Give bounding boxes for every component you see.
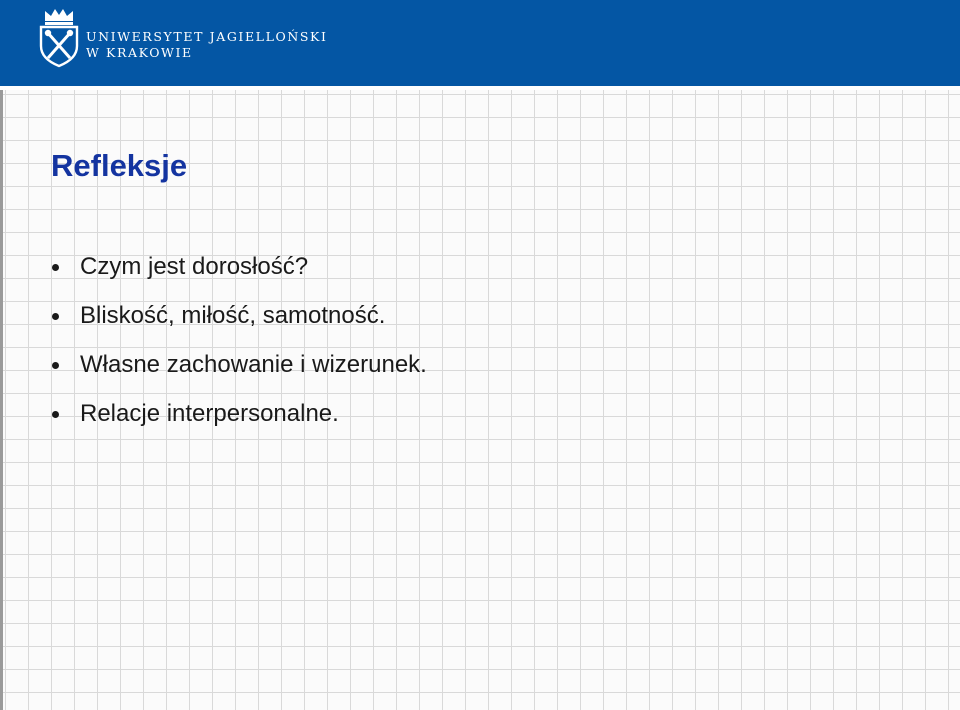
bullet-dot-icon	[52, 411, 59, 418]
bullet-item	[50, 298, 427, 347]
bullet-text: Bliskość, miłość, samotność.	[80, 302, 386, 329]
bullet-dot-icon	[52, 313, 59, 320]
bullet-dot-icon	[52, 362, 59, 369]
header-bar	[0, 0, 960, 86]
bullet-text: Czym jest dorosłość?	[80, 253, 309, 280]
bullet-dot-icon	[52, 264, 59, 271]
university-name-line2: W KRAKOWIE	[86, 45, 193, 60]
bullet-list	[50, 249, 427, 445]
bullet-item	[50, 249, 427, 298]
grid-paper-edge	[0, 90, 3, 710]
slide-title: Refleksje	[51, 148, 188, 183]
jagiellonian-crest-icon	[36, 6, 82, 68]
university-name	[86, 29, 328, 61]
bullet-text: Relacje interpersonalne.	[80, 400, 339, 427]
university-name-line1: UNIWERSYTET JAGIELLOŃSKI	[86, 29, 328, 44]
bullet-text: Własne zachowanie i wizerunek.	[80, 351, 427, 378]
bullet-item	[50, 396, 427, 445]
bullet-item	[50, 347, 427, 396]
